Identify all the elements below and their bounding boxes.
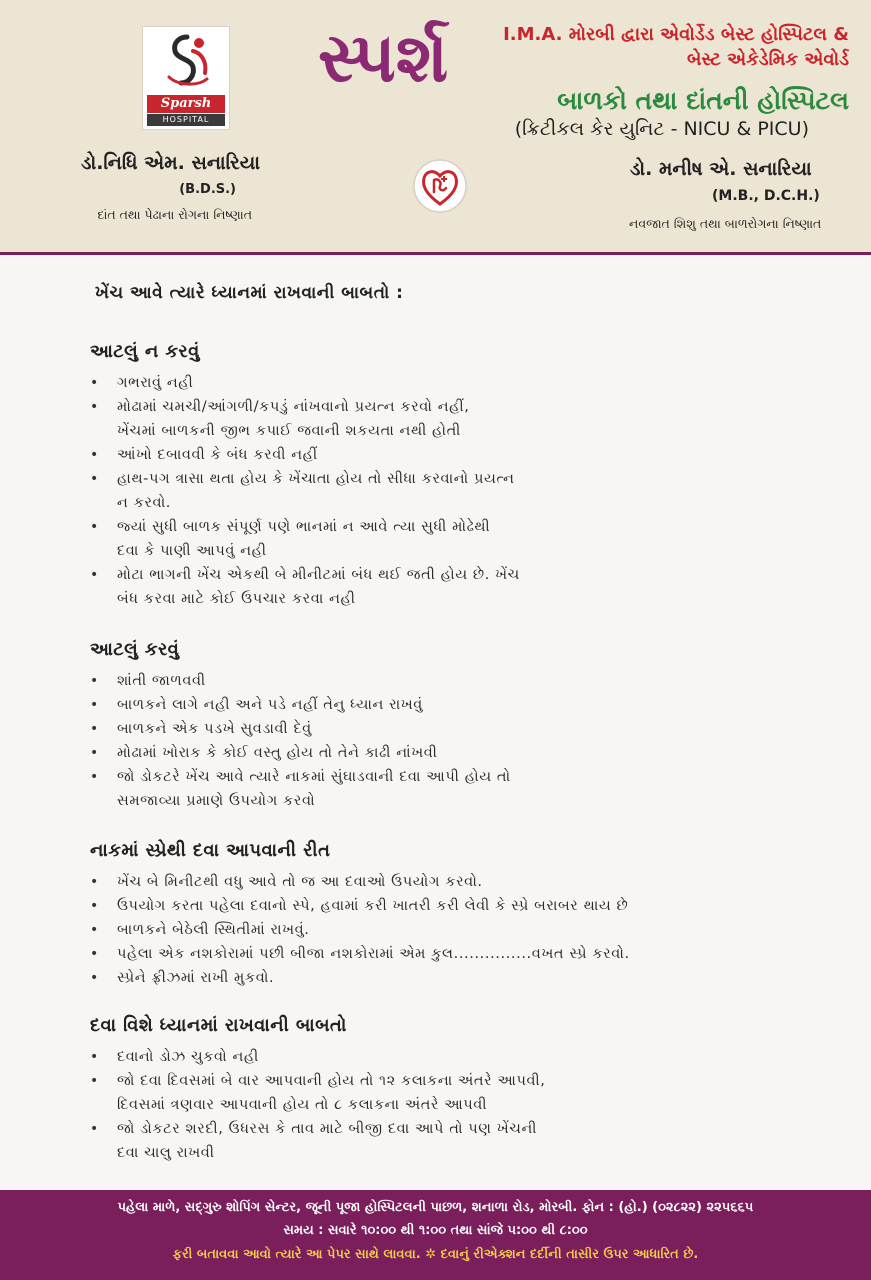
list-item: • બાળકને બેઠેલી સ્થિતીમાં રાખવું. — [90, 918, 810, 942]
doctor-left-degree: (B.D.S.) — [179, 182, 236, 197]
section-list — [90, 371, 810, 611]
list-item: • સ્પ્રેને ફ્રીઝમાં રાખી મુકવો. — [90, 966, 810, 990]
list-item: • ગભરાવું નહી — [90, 371, 810, 395]
list-item: • ઉપયોગ કરતા પહેલા દવાનો સ્પે, હવામાં કરી ખાતરી કરી લેવી કે સ્પ્રે બરાબર થાય છે — [90, 894, 810, 918]
instructions-content — [0, 255, 871, 1190]
section-heading: આટલું ન કરવું — [90, 341, 200, 362]
section-list — [90, 870, 810, 990]
section-heading: આટલું કરવું — [90, 639, 180, 660]
logo-subtitle: HOSPITAL — [147, 114, 225, 126]
section-do — [90, 637, 810, 813]
logo-name: Sparsh — [147, 95, 225, 113]
tooth-heart-icon — [412, 158, 468, 214]
list-item: • મોટા ભાગની ખેંચ એકથી બે મીનીટમાં બંધ થઈ જતી હોય છે. ખેંચ બંધ કરવા માટે કોઈ ઉપચાર કરવા નહી — [90, 563, 810, 611]
section-medicine-notes — [90, 1013, 810, 1165]
list-item: • ખેંચ બે મિનીટથી વધુ આવે તો જ આ દવાઓ ઉપયોગ કરવો. — [90, 870, 810, 894]
list-item: • જો ડોકટર શરદી, ઉધરસ કે તાવ માટે બીજી દવા આપે તો પણ ખેંચની દવા ચાલુ રાખવી — [90, 1117, 810, 1165]
footer-address: પહેલા માળે, સદ્ગુરુ શોપિંગ સેન્ટર, જૂની પૂજા હોસ્પિટલની પાછળ, શનાળા રોડ, મોરબી. ફોન : (હો.) (૦૨૮૨૨) ૨૨૫૬૬૫ — [117, 1200, 754, 1215]
award-line-1: I.M.A. મોરબી દ્વારા એવોર્ડેડ બેસ્ટ હોસ્પિટલ & — [503, 24, 849, 45]
doctor-left-specialty: દાંત તથા પેઢાના રોગના નિષ્ણાત — [97, 207, 252, 222]
section-heading: દવા વિશે ધ્યાનમાં રાખવાની બાબતો — [90, 1015, 347, 1036]
award-line-2: બેસ્ટ એકેડેમિક એવોર્ડ — [686, 49, 849, 70]
doctor-left-name: ડો.નિધિ એમ. સનારિયા — [81, 152, 260, 174]
footer-timings: સમય : સવારે ૧૦:૦૦ થી ૧:૦૦ તથા સાંજે ૫:૦૦ થી ૮:૦૦ — [283, 1223, 588, 1238]
care-unit: (ક્રિટીકલ કેર યુનિટ - NICU & PICU) — [514, 118, 809, 140]
list-item: • આંખો દબાવવી કે બંધ કરવી નહીં — [90, 443, 810, 467]
list-item: • બાળકને લાગે નહી અને પડે નહીં તેનુ ધ્યાન રાખવું — [90, 693, 810, 717]
list-item: • જો દવા દિવસમાં બે વાર આપવાની હોય તો ૧૨ કલાકના અંતરે આપવી, દિવસમાં ત્રણવાર આપવાની હોય તો ૮ કલાકના અંતરે આપવી — [90, 1069, 810, 1117]
list-item: • જો ડોકટરે ખેંચ આવે ત્યારે નાકમાં સુંઘાડવાની દવા આપી હોય તો સમજાવ્યા પ્રમાણે ઉપયોગ કરવો — [90, 765, 810, 813]
footer-note: ફરી બતાવવા આવો ત્યારે આ પેપર સાથે લાવવા. ✲ દવાનું રીએક્શન દર્દીની તાસીર ઉપર આધારિત છે. — [172, 1247, 699, 1262]
page-title: ખેંચ આવે ત્યારે ધ્યાનમાં રાખવાની બાબતો : — [95, 283, 404, 303]
list-item: • પહેલા એક નશકોરામાં પછી બીજા નશકોરામાં એમ કુલ...............વખત સ્પ્રે કરવો. — [90, 942, 810, 966]
doctor-right-name: ડો. મનીષ એ. સનારિયા — [630, 158, 812, 180]
contact-footer — [0, 1190, 871, 1280]
section-list — [90, 1045, 810, 1165]
brand-name: સ્પર્શ — [318, 18, 449, 98]
list-item: • દવાનો ડોઝ ચુકવો નહી — [90, 1045, 810, 1069]
list-item: • જ્યાં સુધી બાળક સંપૂર્ણ પણે ભાનમાં ન આવે ત્યા સુધી મોઢેથી દવા કે પાણી આપવું નહી — [90, 515, 810, 563]
sparsh-logo-icon — [157, 33, 217, 91]
section-nasal-spray — [90, 838, 810, 990]
doctor-right-specialty: નવજાત શિશુ તથા બાળરોગના નિષ્ણાત — [629, 216, 822, 231]
list-item: • બાળકને એક પડખે સુવડાવી દેવું — [90, 717, 810, 741]
hospital-name: બાળકો તથા દાંતની હોસ્પિટલ — [557, 86, 849, 115]
list-item: • શાંતી જાળવવી — [90, 669, 810, 693]
section-list — [90, 669, 810, 813]
section-do-not — [90, 339, 810, 611]
list-item: • હાથ-પગ ત્રાસા થતા હોય કે ખેંચાતા હોય તો સીધા કરવાનો પ્રયત્ન ન કરવો. — [90, 467, 810, 515]
hospital-header — [0, 0, 871, 252]
section-heading: નાકમાં સ્પ્રેથી દવા આપવાની રીત — [90, 840, 331, 861]
list-item: • મોઢામાં ચમચી/આંગળી/કપડું નાંખવાનો પ્રયત્ન કરવો નહીં, ખેંચમાં બાળકની જીભ કપાઈ જવાની શકયતા નથી હોતી — [90, 395, 810, 443]
doctor-right-degree: (M.B., D.C.H.) — [712, 188, 820, 204]
list-item: • મોઢામાં ખોરાક કે કોઈ વસ્તુ હોય તો તેને કાઢી નાંખવી — [90, 741, 810, 765]
hospital-logo — [142, 26, 230, 130]
